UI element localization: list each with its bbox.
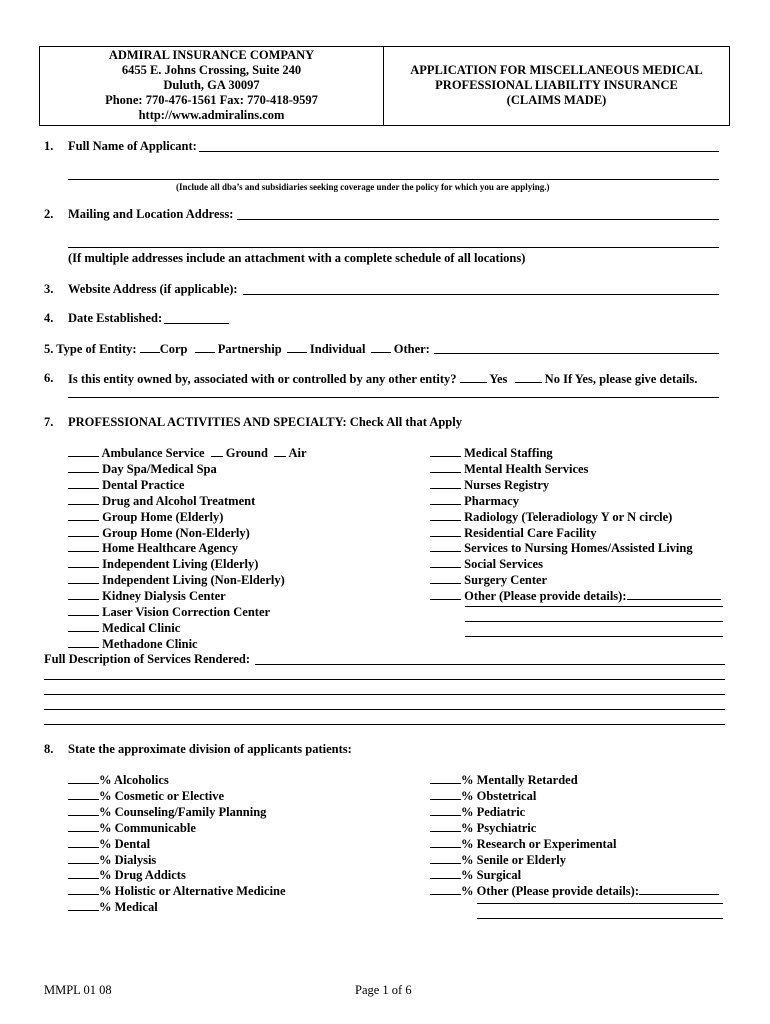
services-field-line-5[interactable] [44,724,725,725]
q7-right-item [430,493,721,509]
q7-left-item [68,620,307,636]
q7-left-label: Laser Vision Correction Center [102,605,271,620]
q8-left-item [68,820,286,836]
q7-left-checkbox[interactable] [68,572,99,584]
q7-left-label: Kidney Dialysis Center [102,589,226,604]
q8-right-label: % Pediatric [461,804,526,819]
q8-right-item [430,867,719,883]
q8-right-list [430,772,719,899]
q5-individual-blank[interactable] [287,341,307,353]
q2-note: (If multiple addresses include an attachment with a complete schedule of all locations) [68,251,526,265]
q7-left-item [68,604,307,620]
q2-address-field[interactable] [237,219,719,220]
q8-right-percent-field[interactable] [430,867,461,879]
q8-right-percent-field[interactable] [430,883,461,895]
q8-right-item [430,772,719,788]
q7-left-item [68,572,307,588]
q8-left-label: % Medical [99,900,158,915]
company-info [40,48,383,123]
q7-right-checkbox[interactable] [430,477,461,489]
q8-left-item [68,804,286,820]
q7-right-label: Services to Nursing Homes/Assisted Living [464,541,693,556]
q7-right-item [430,461,721,477]
q7-left-label: Methadone Clinic [102,636,198,651]
q6-no-label: No If Yes, please give details. [544,372,698,386]
q5-corp-label: Corp [159,342,188,356]
q7-left-item [68,461,307,477]
q7-right-checkbox[interactable] [430,509,461,521]
q8-left-percent-field[interactable] [68,788,99,800]
q5-corp-blank[interactable] [140,341,160,353]
q8-right-label: % Senile or Elderly [461,852,566,867]
q8-left-percent-field[interactable] [68,836,99,848]
q2-address-field-line-2[interactable] [68,247,719,248]
q5-other-blank[interactable] [371,341,391,353]
q7-left-label: Medical Clinic [102,620,181,635]
form-title-line-3: (CLAIMS MADE) [506,93,607,107]
q8-left-item [68,883,286,899]
q6-yes-blank[interactable] [460,371,487,383]
q7-left-checkbox[interactable] [68,620,99,632]
q7-left-checkbox[interactable] [68,477,99,489]
q7-number: 7. [44,415,54,429]
q8-number: 8. [44,742,54,756]
q7-left-checkbox[interactable] [68,525,99,537]
q8-right-label: % Surgical [461,868,522,883]
q7-left-item [68,540,307,556]
q7-right-checkbox[interactable] [430,525,461,537]
q7-right-label: Pharmacy [464,493,519,508]
q5-partnership-label: Partnership [217,342,282,356]
q7-right-label: Other (Please provide details): [464,589,627,604]
q7-left-label: Drug and Alcohol Treatment [102,493,256,508]
q7-label: PROFESSIONAL ACTIVITIES AND SPECIALTY: Check All that Apply [68,415,462,429]
q3-number: 3. [44,282,54,296]
q7-left-checkbox[interactable] [68,493,99,505]
q8-left-label: % Holistic or Alternative Medicine [99,884,286,899]
q8-left-percent-field[interactable] [68,804,99,816]
q8-right-percent-field[interactable] [430,772,461,784]
q7-left-item [68,636,307,652]
q1-label: Full Name of Applicant: [68,139,197,153]
services-field-line-3[interactable] [44,694,725,695]
q6-label: Is this entity owned by, associated with or controlled by any other entity? [68,372,457,386]
q7-left-label: Day Spa/Medical Spa [102,461,217,476]
q8-left-percent-field[interactable] [68,883,99,895]
q7-right-checkbox[interactable] [430,540,461,552]
footer-form-id: MMPL 01 08 [44,983,112,997]
q4-date-field[interactable] [164,323,229,324]
q7-right-item [430,540,721,556]
q8-right-percent-field[interactable] [430,820,461,832]
q7-left-checkbox[interactable] [68,540,99,552]
q7-left-checkbox[interactable] [68,588,99,600]
q7-left-item [68,588,307,604]
q7-right-item [430,509,721,525]
q2-number: 2. [44,207,54,221]
q7-left-item [68,477,307,493]
form-title-line-1: APPLICATION FOR MISCELLANEOUS MEDICAL [410,63,703,77]
q7-left-checkbox[interactable] [68,604,99,616]
q7-right-label: Mental Health Services [464,461,589,476]
q7-right-checkbox[interactable] [430,493,461,505]
header-box [39,46,730,126]
q4-number: 4. [44,311,54,325]
q1-name-field-line-2[interactable] [68,179,719,180]
form-title-line-2: PROFESSIONAL LIABILITY INSURANCE [435,78,678,92]
q7-ambulance-checkbox[interactable] [68,445,99,457]
q8-left-item [68,899,286,915]
q7-left-label: Home Healthcare Agency [102,541,238,556]
q8-left-item [68,852,286,868]
q7-left-item [68,525,307,541]
q8-other-field-line-2[interactable] [477,903,723,904]
q7-right-checkbox[interactable] [430,445,461,457]
q7-ground-label: Ground [225,446,268,460]
q5-entity-row [44,341,430,357]
q3-website-field[interactable] [243,294,719,295]
q7-right-checkbox[interactable] [430,556,461,568]
q6-no-blank[interactable] [515,371,542,383]
company-phone-fax: Phone: 770-476-1561 Fax: 770-418-9597 [105,93,318,107]
q8-left-percent-field[interactable] [68,899,99,911]
q8-left-percent-field[interactable] [68,772,99,784]
q8-right-percent-field[interactable] [430,788,461,800]
q7-left-label: Group Home (Elderly) [102,509,224,524]
company-city: Duluth, GA 30097 [163,78,260,92]
q6-yes-label: Yes [489,372,508,386]
q6-details-field[interactable] [68,397,719,398]
q5-partnership-blank[interactable] [195,341,215,353]
q8-left-percent-field[interactable] [68,867,99,879]
q1-note: (Include all dba’s and subsidiaries seeking coverage under the policy for which you are applying.) [176,182,550,192]
footer-page-number: Page 1 of 6 [355,983,412,997]
q8-left-item [68,788,286,804]
q5-label: 5. Type of Entity: [44,342,137,356]
q1-number: 1. [44,139,54,153]
q8-right-label: % Obstetrical [461,788,537,803]
form-title [384,63,729,108]
q7-right-label: Social Services [464,557,543,572]
q7-other-field-line-3[interactable] [465,621,723,622]
services-label: Full Description of Services Rendered: [44,652,250,666]
services-field[interactable] [255,664,725,665]
q7-left-list [68,445,307,652]
q8-right-label: % Other (Please provide details): [461,884,639,899]
q8-right-percent-field[interactable] [430,852,461,864]
q5-other-field[interactable] [434,353,719,354]
q8-right-item [430,836,719,852]
q7-other-field-line-2[interactable] [465,606,723,607]
company-street: 6455 E. Johns Crossing, Suite 240 [121,63,302,77]
q7-right-item [430,445,721,461]
q7-air-checkbox[interactable] [274,445,286,457]
q8-left-list [68,772,286,915]
services-field-line-4[interactable] [44,709,725,710]
q7-ambulance-label: Ambulance Service [101,446,205,460]
q8-other-field-line-3[interactable] [477,918,723,919]
q8-left-label: % Alcoholics [99,773,169,787]
q7-left-checkbox[interactable] [68,509,99,521]
q7-right-item [430,588,721,604]
q8-right-item [430,820,719,836]
company-name: ADMIRAL INSURANCE COMPANY [108,48,315,62]
q7-right-label: Radiology (Teleradiology Y or N circle) [464,509,673,524]
q8-left-label: % Drug Addicts [99,868,186,883]
q2-label: Mailing and Location Address: [68,207,234,221]
q6-row [68,371,697,387]
q6-number: 6. [44,371,54,385]
q8-left-label: % Communicable [99,820,196,835]
q7-right-item [430,572,721,588]
q8-right-percent-field[interactable] [430,804,461,816]
q8-left-percent-field[interactable] [68,820,99,832]
q8-left-item [68,836,286,852]
q7-left-checkbox[interactable] [68,556,99,568]
q8-left-item [68,867,286,883]
q7-right-item [430,525,721,541]
q8-label: State the approximate division of applicants patients: [68,742,352,756]
q8-left-percent-field[interactable] [68,852,99,864]
q8-right-item [430,852,719,868]
q8-right-label: % Mentally Retarded [461,773,578,787]
q8-left-item [68,772,286,788]
q7-air-label: Air [288,446,307,460]
company-website: http://www.admiralins.com [138,108,285,122]
q8-left-label: % Cosmetic or Elective [99,788,225,803]
q7-right-checkbox[interactable] [430,572,461,584]
q7-right-list [430,445,721,604]
q7-ambulance-row [68,445,307,461]
q7-left-item [68,509,307,525]
q5-other-label: Other: [393,342,430,356]
q8-other-field[interactable] [639,883,719,895]
q3-label: Website Address (if applicable): [68,282,238,296]
q1-name-field[interactable] [199,151,719,152]
q8-right-label: % Psychiatric [461,820,537,835]
q7-left-label: Group Home (Non-Elderly) [102,525,250,540]
q7-ground-checkbox[interactable] [211,445,223,457]
q7-right-checkbox[interactable] [430,588,461,600]
q8-right-label: % Research or Experimental [461,836,617,851]
q7-right-item [430,477,721,493]
q7-left-item [68,556,307,572]
q7-left-checkbox[interactable] [68,636,99,648]
q7-right-item [430,556,721,572]
q7-right-label: Medical Staffing [464,446,553,460]
q5-individual-label: Individual [309,342,366,356]
q7-left-checkbox[interactable] [68,461,99,473]
q7-other-field-line-4[interactable] [465,636,723,637]
q8-right-item [430,804,719,820]
services-field-line-2[interactable] [44,679,725,680]
q7-other-field[interactable] [627,588,721,600]
q8-right-item [430,788,719,804]
q8-left-label: % Counseling/Family Planning [99,804,267,819]
q7-left-label: Dental Practice [102,477,185,492]
q8-right-item [430,883,719,899]
q7-left-item [68,493,307,509]
q4-label: Date Established: [68,311,163,325]
q7-right-label: Surgery Center [464,573,548,588]
q7-left-label: Independent Living (Non-Elderly) [102,573,285,588]
q8-right-percent-field[interactable] [430,836,461,848]
q7-left-label: Independent Living (Elderly) [102,557,259,572]
q8-left-label: % Dental [99,836,151,851]
q7-right-label: Nurses Registry [464,477,550,492]
q7-right-checkbox[interactable] [430,461,461,473]
q8-left-label: % Dialysis [99,852,157,867]
q7-right-label: Residential Care Facility [464,525,597,540]
